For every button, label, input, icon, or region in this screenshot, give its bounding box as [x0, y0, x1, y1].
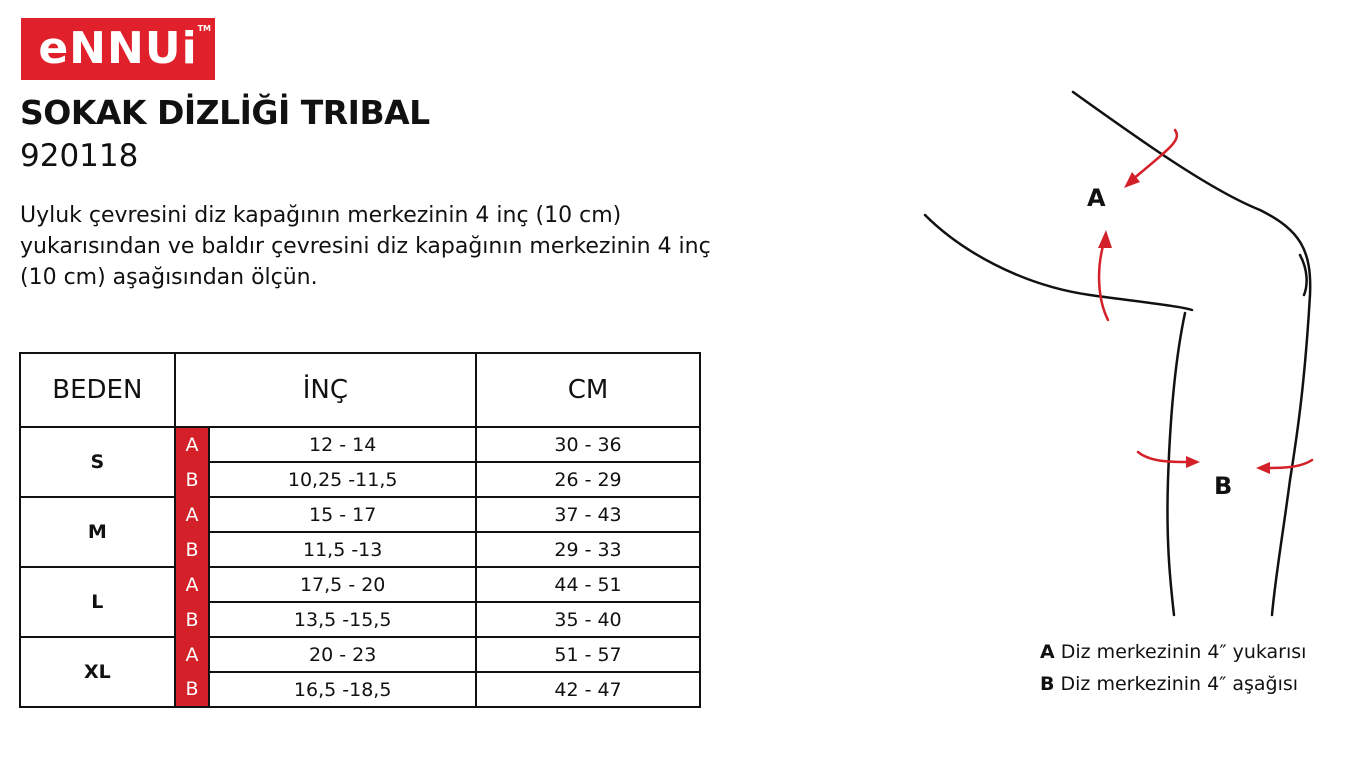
logo-text: eNNUi [38, 23, 198, 74]
table-row [20, 567, 700, 602]
legend-text-a: Diz merkezinin 4″ yukarısı [1054, 641, 1307, 663]
cm-value: 44 - 51 [476, 567, 700, 602]
measure-letter: B [175, 462, 210, 497]
measure-letter: A [175, 567, 210, 602]
legend-item-a [1040, 636, 1306, 668]
size-chart-table [19, 352, 701, 708]
cm-value: 29 - 33 [476, 532, 700, 567]
table-row [20, 637, 700, 672]
cm-value: 30 - 36 [476, 427, 700, 462]
diagram-label-b: B [1214, 472, 1233, 500]
measure-letter: A [175, 497, 210, 532]
brand-logo [21, 18, 215, 80]
header-size: BEDEN [20, 353, 175, 427]
cm-value: 42 - 47 [476, 672, 700, 707]
measure-letter: A [175, 427, 210, 462]
measure-letter: B [175, 532, 210, 567]
inch-value: 13,5 -15,5 [209, 602, 476, 637]
leg-outline [925, 92, 1310, 615]
size-label: L [20, 567, 175, 637]
arrow-b-icon [1138, 452, 1312, 474]
inch-value: 20 - 23 [209, 637, 476, 672]
diagram-label-a: A [1087, 184, 1106, 212]
cm-value: 37 - 43 [476, 497, 700, 532]
size-label: S [20, 427, 175, 497]
header-inch: İNÇ [175, 353, 476, 427]
cm-value: 51 - 57 [476, 637, 700, 672]
table-row [20, 497, 700, 532]
inch-value: 10,25 -11,5 [209, 462, 476, 497]
size-label: M [20, 497, 175, 567]
measurement-instructions: Uyluk çevresini diz kapağının merkezinin 4 inç (10 cm) yukarısından ve baldır çevresini diz kapağının merkezinin 4 inç (10 cm) aşağısından ölçün. [20, 203, 711, 290]
table-row [20, 427, 700, 462]
legend-text-b: Diz merkezinin 4″ aşağısı [1054, 673, 1299, 695]
measure-letter: A [175, 637, 210, 672]
knee-measurement-diagram [900, 80, 1340, 620]
legend-item-b [1040, 668, 1306, 700]
product-code: 920118 [20, 138, 139, 174]
measure-letter: B [175, 602, 210, 637]
header-cm: CM [476, 353, 700, 427]
arrow-a-icon [1098, 130, 1177, 320]
table-header-row [20, 353, 700, 427]
inch-value: 15 - 17 [209, 497, 476, 532]
measurement-legend [1040, 636, 1306, 700]
inch-value: 12 - 14 [209, 427, 476, 462]
inch-value: 11,5 -13 [209, 532, 476, 567]
trademark-mark: TM [197, 24, 211, 33]
cm-value: 35 - 40 [476, 602, 700, 637]
size-label: XL [20, 637, 175, 707]
measure-letter: B [175, 672, 210, 707]
legend-key-b: B [1040, 673, 1055, 695]
legend-key-a: A [1040, 641, 1055, 663]
inch-value: 16,5 -18,5 [209, 672, 476, 707]
inch-value: 17,5 - 20 [209, 567, 476, 602]
cm-value: 26 - 29 [476, 462, 700, 497]
product-title: SOKAK DİZLİĞİ TRIBAL [20, 93, 430, 132]
